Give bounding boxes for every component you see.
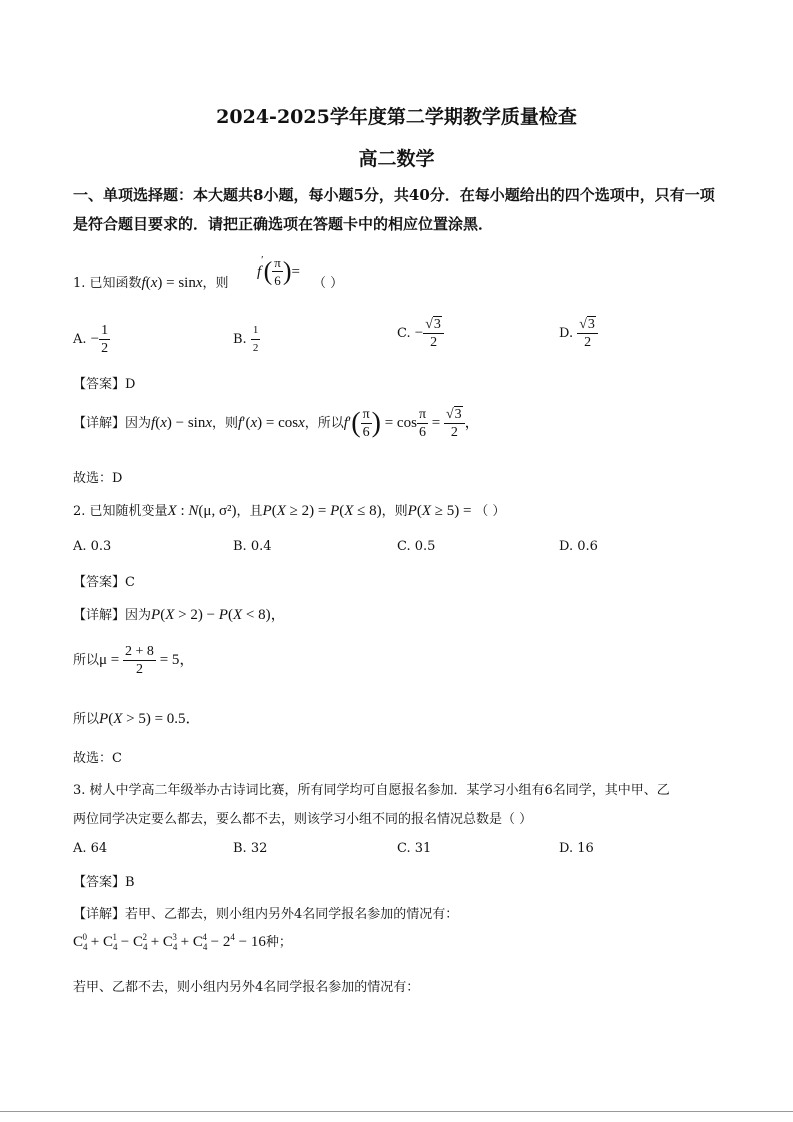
q2-answer: 【答案】C [73,575,135,590]
q3-stem-line2: 两位同学决定要么都去，要么都不去，则该学习小组不同的报名情况总数是（ ） [73,812,533,827]
q1-stem-mid: ，则 [202,276,229,291]
q2-option-d: D. 0.6 [559,539,598,554]
q3-option-b: B. 32 [233,841,268,856]
q2-option-a: A. 0.3 [73,539,112,554]
q3-answer: 【答案】B [73,875,135,890]
q2-detail-mu: 所以μ = $\frac{2 + 8}{2}$ = 5， [73,644,195,677]
page-subtitle: 高二数学 [358,148,435,170]
q1-answer: 【答案】D [73,377,136,392]
q1-option-b: B. $\frac{1}{2}$ [233,324,259,354]
q2-detail: 【详解】因为P(X > 2) − P(X < 8)， [73,607,286,623]
q2-detail-result: 所以P(X > 5) = 0.5． [73,711,201,727]
q1-option-d: D. $\frac{√3}{2}$ [559,316,598,351]
q1-detail: 【详解】因为f(x) − sinx，则f′(x) = cosx，所以f′( $\frac{\pi}{6}$ ) = cos $\frac{\pi}{6}$ = $\frac{√3}{2}$ ， [73,407,480,440]
q1-stem: 1. 已知函数f(x) = sinx，则 [73,275,229,291]
q3-combination-formula: $C_4^0 + C_4^1 - C_4^2 + C_4^3 + C_4^4 - 2^4 - 16$种； [73,932,292,952]
q3-option-a: A. 64 [73,841,108,856]
section-heading: 一、单项选择题：本大题共8小题，每小题5分，共40分．在每小题给出的四个选项中，只有一项是符合题目要求的．请把正确选项在答题卡中的相应位置涂黑． [73,186,715,233]
q3-option-d: D. 16 [559,841,594,856]
q1-option-a: A. − $\frac{1}{2}$ [73,323,109,356]
q1-function-formula: f [141,275,146,291]
q1-option-c: C. − $\frac{√3}{2}$ [397,316,444,351]
q3-detail-2: 若甲、乙都不去，则小组内另外4名同学报名参加的情况有： [73,980,420,995]
q1-conclusion: 故选：D [73,471,123,486]
q3-detail: 【详解】若甲、乙都去，则小组内另外4名同学报名参加的情况有： [73,907,459,922]
page-bottom-rule [0,1111,793,1112]
page-title: 2024-2025学年度第二学期教学质量检查 [216,106,577,128]
q2-stem: 2. 已知随机变量X : N(μ, σ²)，且P(X ≥ 2) = P(X ≤ 8)，则P(X ≥ 5) = （ ） [73,503,506,519]
q2-conclusion: 故选：C [73,751,122,766]
q2-option-b: B. 0.4 [233,539,272,554]
q3-option-c: C. 31 [397,841,432,856]
q1-target-formula: f′( $\frac{\pi}{6}$ )= [257,254,300,288]
q1-stem-prefix: 1. 已知函数 [73,276,142,291]
q1-answer-paren: （ ） [313,276,344,291]
q2-option-c: C. 0.5 [397,539,436,554]
q3-stem-line1: 3. 树人中学高二年级举办古诗词比赛，所有同学均可自愿报名参加．某学习小组有6名同学，其中甲、乙 [73,783,670,798]
